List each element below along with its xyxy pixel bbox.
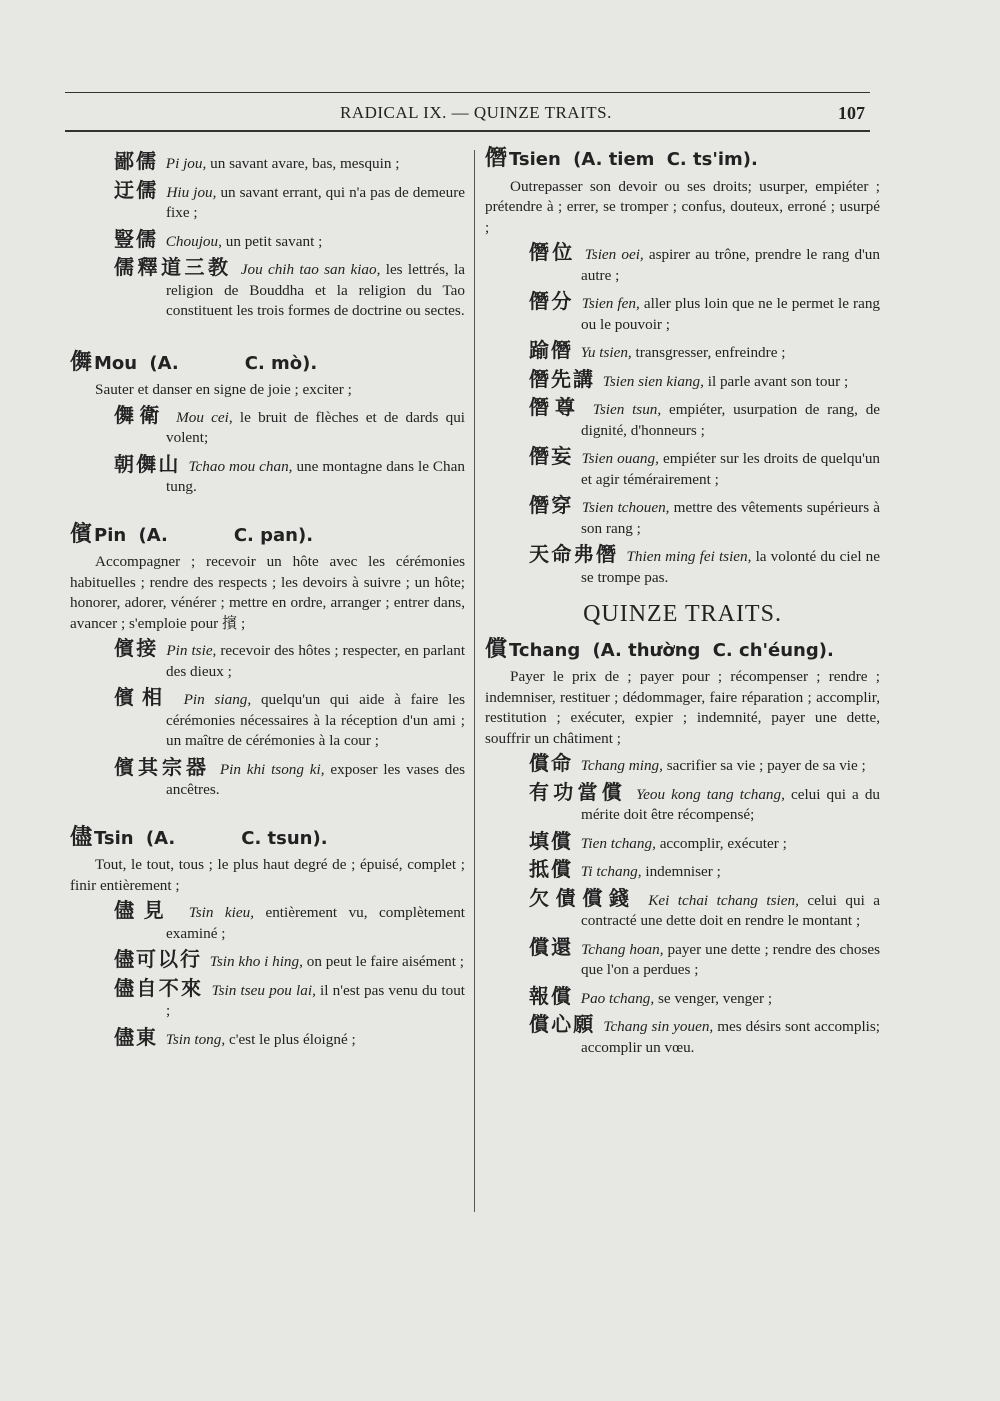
compound-0: 儐接 Pin tsie, recevoir des hôtes ; respecter, en parlant des dieux ; xyxy=(114,636,466,680)
entry-definition: Payer le prix de ; payer pour ; récompenser ; rendre ; indemniser, restituer ; dédommager, faire réparation ; accomplir, restitution ; exécuter, expier ; indemnité, payer une dette, souffrir un châtiment ; xyxy=(485,668,880,747)
entry-tsien xyxy=(485,145,881,588)
compound-6: 僭穿 Tsien tchouen, mettre des vêtements supérieurs à son rang ; xyxy=(529,493,881,537)
entry-tchang xyxy=(485,635,881,1059)
column-divider xyxy=(474,150,475,1212)
entry-definition: Sauter et danser en signe de joie ; exciter ; xyxy=(95,381,352,398)
compound-1: 迂儒 Hiu jou, un savant errant, qui n'a pas de demeure fixe ; xyxy=(114,177,466,221)
compound-7: 償心願 Tchang sin youen, mes désirs sont accomplis; accomplir un vœu. xyxy=(529,1012,881,1056)
compound-1: 有功當償 Yeou kong tang tchang, celui qui a du mérite doit être récompensé; xyxy=(529,779,881,823)
compound-6: 報償 Pao tchang, se venger, venger ; xyxy=(529,983,773,1008)
page-number: 107 xyxy=(838,103,865,123)
compound-1: 朝儛山 Tchao mou chan, une montagne dans le Chan tung. xyxy=(114,451,465,495)
compound-3: 儒釋道三教 Jou chih tao san kiao, les lettrés, la religion de Bouddha et la religion du Tao constituent les trois formes de doctrine ou sectes. xyxy=(114,255,466,319)
compound-4: 僭尊 Tsien tsun, empiéter, usurpation de rang, de dignité, d'honneurs ; xyxy=(529,395,881,439)
compound-2: 豎儒 Choujou, un petit savant ; xyxy=(114,226,323,251)
entry-heading: 儛 Mou (A. C. mò). xyxy=(70,348,318,375)
entry-mou xyxy=(70,348,466,498)
compound-5: 償還 Tchang hoan, payer une dette ; rendre des choses que l'on a perdues ; xyxy=(529,934,881,978)
compound-3: 儘東 Tsin tong, c'est le plus éloigné ; xyxy=(114,1024,356,1049)
compound-2: 踰僭 Yu tsien, transgresser, enfreindre ; xyxy=(529,338,786,362)
entry-heading: 儘 Tsin (A. C. tsun). xyxy=(70,823,328,850)
entry-definition: Outrepasser son devoir ou ses droits; usurper, empiéter ; prétendre à ; errer, se tromper ; confus, douteux, erroné ; usurpé ; xyxy=(485,177,880,236)
entry-heading: 償 Tchang (A. thường C. ch'éung). xyxy=(485,635,834,662)
compound-1: 僭分 Tsien fen, aller plus loin que ne le permet le rang ou le pouvoir ; xyxy=(529,289,881,333)
compound-4: 欠債償錢 Kei tchai tchang tsien, celui qui a contracté une dette doit en rendre le montant ; xyxy=(529,885,881,929)
compound-0: 償命 Tchang ming, sacrifier sa vie ; payer de sa vie ; xyxy=(529,751,866,775)
compound-1: 儐相 Pin siang, quelqu'un qui aide à faire les cérémonies nécessaires à la réception d'un ami ; un maître de cérémonies à la cour ; xyxy=(114,685,466,749)
compound-0: 僭位 Tsien oei, aspirer au trône, prendre le rang d'un autre ; xyxy=(529,240,880,284)
running-header: RADICAL IX. — QUINZE TRAITS. xyxy=(340,103,612,122)
compound-0: 儘見 Tsin kieu, entièrement vu, complètement examiné ; xyxy=(114,898,466,942)
compound-2: 填償 Tien tchang, accomplir, exécuter ; xyxy=(529,828,787,853)
compound-3: 抵償 Ti tchang, indemniser ; xyxy=(529,857,721,881)
entry-pin xyxy=(70,520,466,801)
entry-heading: 僭 Tsien (A. tiem C. ts'im). xyxy=(485,145,758,171)
compound-2: 儐其宗器 Pin khi tsong ki, exposer les vases des ancêtres. xyxy=(114,754,466,798)
compound-2: 儘自不來 Tsin tseu pou lai, il n'est pas venu du tout ; xyxy=(114,975,466,1019)
entry-jou-compounds xyxy=(70,151,465,322)
compound-7: 天命弗僭 Thien ming fei tsien, la volonté du ciel ne se trompe pas. xyxy=(529,542,881,586)
section-title: QUINZE TRAITS. xyxy=(583,601,782,627)
compound-0: 鄙儒 Pi jou, un savant avare, bas, mesquin ; xyxy=(114,149,400,173)
right-column xyxy=(485,145,881,1084)
entry-tsin xyxy=(70,823,466,1051)
left-column xyxy=(70,148,465,1076)
entry-definition: Accompagner ; recevoir un hôte avec les cérémonies habituelles ; rendre des respects ; les devoirs à suivre ; un hôte; honorer, adorer, vénérer ; mettre en ordre, arranger ; entrer dans, avancer ; s'emploie pour 擯 ; xyxy=(70,553,465,632)
compound-0: 儛衛 Mou cei, le bruit de flèches et de dards qui volent; xyxy=(114,402,466,446)
compound-1: 儘可以行 Tsin kho i hing, on peut le faire aisément ; xyxy=(114,947,465,971)
top-rule xyxy=(65,92,870,93)
entry-definition: Tout, le tout, tous ; le plus haut degré de ; épuisé, complet ; finir entièrement ; xyxy=(70,856,465,894)
compound-3: 僭先講 Tsien sien kiang, il parle avant son tour ; xyxy=(529,366,849,391)
header-rule xyxy=(65,130,870,132)
entry-heading: 儐 Pin (A. C. pan). xyxy=(70,520,314,547)
compound-5: 僭妄 Tsien ouang, empiéter sur les droits de quelqu'un et agir témérairement ; xyxy=(529,444,881,488)
